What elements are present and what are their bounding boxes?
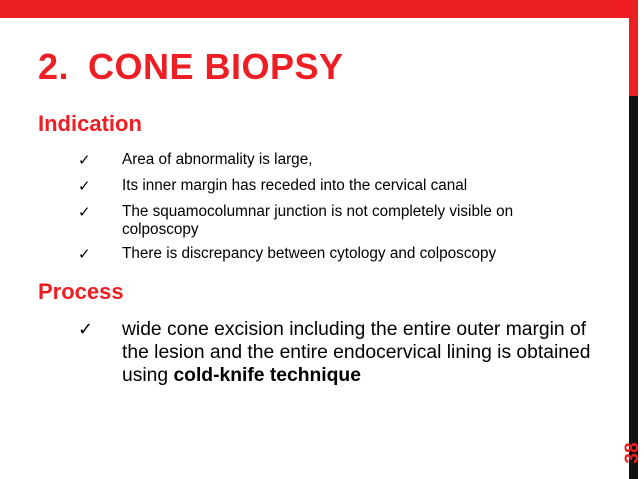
process-item-text: wide cone excision including the entire outer margin of the lesion and the entire endocervical lining is obtained using [122,319,591,386]
checkmark-icon: ✓ [78,319,94,340]
list-item [0,318,592,387]
indication-heading: Indication [38,111,142,136]
indication-list [0,151,582,271]
process-heading: Process [38,279,124,304]
indication-item-text: There is discrepancy between cytology and colposcopy [122,245,497,262]
title-text: CONE BIOPSY [88,46,344,87]
list-item [0,203,582,239]
list-item [0,245,582,263]
indication-item-text: The squamocolumnar junction is not completely visible on colposcopy [122,203,514,238]
right-accent-bar-red [629,18,638,96]
process-item-bold-text: cold-knife technique [173,365,361,386]
indication-item-text: Its inner margin has receded into the cervical canal [122,177,468,194]
list-item [0,151,582,169]
indication-item-text: Area of abnormality is large, [122,151,313,168]
slide-title [38,46,344,88]
right-accent-bar-dark [629,96,638,479]
checkmark-icon: ✓ [78,177,91,195]
process-list [0,318,592,387]
page-number: 38 [622,442,643,464]
checkmark-icon: ✓ [78,203,91,221]
checkmark-icon: ✓ [78,151,91,169]
checkmark-icon: ✓ [78,245,91,263]
top-accent-bar [0,0,638,18]
title-number: 2. [38,46,70,87]
list-item [0,177,582,195]
